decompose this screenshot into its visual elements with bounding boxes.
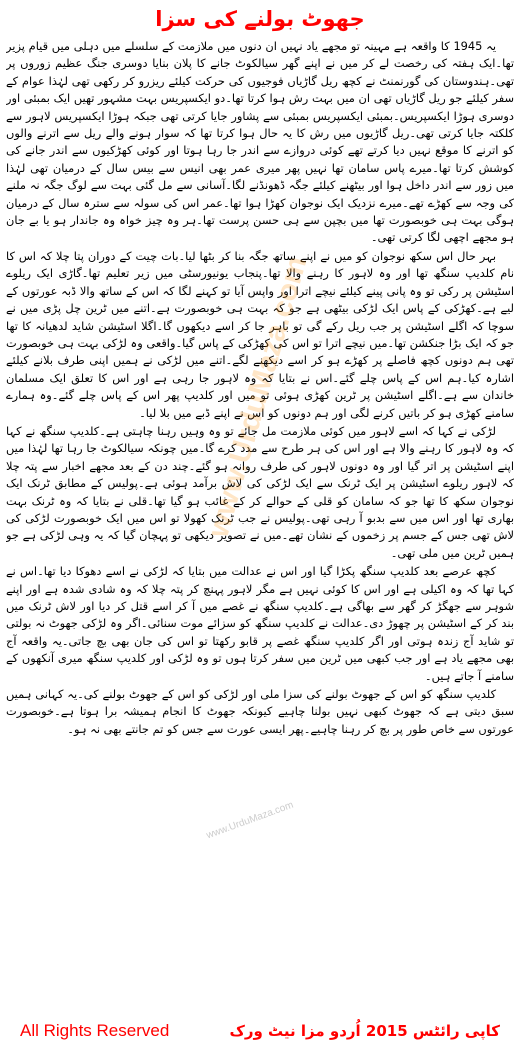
copyright-text: کاپی رائٹس 2015 اُردو مزا نیٹ ورک	[229, 1022, 500, 1040]
article-title: جھوٹ بولنے کی سزا	[155, 7, 365, 31]
article-paragraph: لڑکی نے کہا کہ اسے لاہور میں کوئی ملازمت مل جائے تو وہ وہیں رہنا چاہتی ہے۔کلدیپ سنگھ نے کہا کہ وہ لاہور کا رہنے والا ہے اور اس کی ہر طرح سے مدد کرے گا۔میں چونکہ سیالکوٹ جا رہا تھا لہٰذا میں اپنے اسٹیشن پر اتر گیا اور وہ دونوں لاہور کی طرف روانہ ہو گئے۔چند دن کے بعد مجھے اخبار سے پتہ چلا کہ لاہور ریلوے اسٹیشن پر ایک ٹرنک سے ایک لڑکی کی لاش برآمد ہوئی ہے۔پولیس کے مطابق ٹرنک ایک نوجوان سکھ کا تھا جو کہ سامان کو قلی کے حوالے کر کے غائب ہو گیا تھا۔قلی نے بتایا کہ وہ ٹرنک بہت بھاری تھا اور اس میں سے بدبو آ رہی تھی۔پولیس نے جب ٹرنک کھولا تو اس میں ایک خوبصورت لڑکی کی لاش تھی جس کے جسم پر زخموں کے نشان تھے۔میں نے تصویر دیکھی تو پہچان گیا کہ یہ وہی لڑکی ہے جو ہمیں ٹرین میں ملی تھی۔	[6, 423, 514, 560]
article-body	[6, 38, 514, 1006]
site-watermark-small: www.UrduMaza.com	[205, 799, 295, 842]
article-paragraph: کلدیپ سنگھ کو اس کے جھوٹ بولنے کی سزا ملی اور لڑکی کو اس کے جھوٹ بولنے کی۔یہ کہانی ہمیں سبق دیتی ہے کہ جھوٹ کبھی نہیں بولنا چاہیے کیونکہ جھوٹ کا انجام ہمیشہ برا ہوتا ہے۔خوبصورت عورتوں سے خاص طور پر بچ کر رہنا چاہیے۔پھر ایسی عورت سے جس کو تم جانتے بھی نہ ہو۔	[6, 687, 514, 736]
site-watermark: www.UrduMaza.com	[201, 252, 314, 542]
article-paragraph: کچھ عرصے بعد کلدیپ سنگھ پکڑا گیا اور اس نے عدالت میں بتایا کہ لڑکی نے اسے دھوکا دیا تھا۔اس نے کہا تھا کہ وہ اکیلی ہے اور اس کا کوئی نہیں ہے مگر لاہور پہنچ کر پتہ چلا کہ وہ شادی شدہ ہے اور اپنے شوہر سے جھگڑ کر گھر سے بھاگی ہے۔کلدیپ سنگھ نے غصے میں آ کر اسے قتل کر دیا اور لاش ٹرنک میں بند کر کے اسٹیشن پر چھوڑ دی۔عدالت نے کلدیپ سنگھ کو سزائے موت سنائی۔اگر وہ لڑکی جھوٹ نہ بولتی تو شاید آج زندہ ہوتی اور اگر کلدیپ سنگھ غصے پر قابو رکھتا تو اس کی جان بھی بچ جاتی۔یہ واقعہ آج بھی مجھے یاد ہے اور جب کبھی میں ٹرین میں سفر کرتا ہوں تو وہ لڑکی اور کلدیپ سنگھ میری آنکھوں کے سامنے آ جاتے ہیں۔	[6, 564, 514, 683]
copyright-footer	[0, 1018, 520, 1044]
article-paragraph: بہر حال اس سکھ نوجوان کو میں نے اپنے ساتھ جگہ بنا کر بٹھا لیا۔بات چیت کے دوران پتا چلا کہ اس کا نام کلدیپ سنگھ تھا اور وہ لاہور کا رہنے والا تھا۔پنجاب یونیورسٹی میں زیر تعلیم تھا۔گاڑی ایک ریلوے اسٹیشن پر رکی تو وہ پانی پینے کیلئے نیچے اترا اور واپس آیا تو کہنے لگا کہ اس کے ساتھ والا ڈبہ عورتوں کے لیے ہے۔کھڑکی کے پاس ایک لڑکی بیٹھی ہے جو کہ بہت ہی خوبصورت ہے۔اتنے میں ٹرین چل پڑی میں نے سوچا کہ اگلے اسٹیشن پر جب ریل رکے گی تو باہر جا کر اسے دیکھوں گا۔اگلا اسٹیشن شاید لدھیانہ کا تھا جو کہ ایک بڑا جنکشن تھا۔میں نیچے اترا تو اس کی کھڑکی کے پاس گیا۔واقعی وہ لڑکی بہت ہی خوبصورت تھی ہم دونوں کچھ فاصلے پر کھڑے ہو کر اسے دیکھنے لگے۔اتنے میں لڑکی نے ہمیں اپنی طرف بلانے کیلئے اشارہ کیا۔ہم اس کے پاس چلے گئے۔اس نے بتایا کہ وہ لاہور جا رہی ہے اور اس کا تعلق ایک مسلمان خاندان سے ہے۔اگلے اسٹیشن پر ٹرین کھڑی ہوئی تو میں اور کلدیپ پھر اس کے پاس چلے گئے۔وہ ہمارے سامنے کھڑی ہو کر باتیں کرنے لگی اور ہم دونوں کو اس نے اپنے ڈبے میں بلا لیا۔	[6, 248, 514, 420]
rights-reserved-text: All Rights Reserved	[20, 1021, 170, 1040]
article-paragraph: یہ 1945 کا واقعہ ہے مہینہ تو مجھے یاد نہیں ان دنوں میں ملازمت کے سلسلے میں دہلی میں قیام پزیر تھا۔ایک ہفتہ کی رخصت لے کر میں نے اپنے گھر سیالکوٹ جانے کا پلان بنایا دوسری جنگ عظیم زوروں پر تھی۔ہندوستان کی گورنمنٹ نے کچھ ریل گاڑیاں فوجیوں کی حرکت کیلئے ریزرو کر رکھی تھی لہٰذا عوام کے سفر کیلئے جو ریل گاڑیاں تھی ان میں بہت رش ہوا کرتا تھا۔دو ایکسپریس بہت مشہور تھیں ایک بمبئی اور دوسری ہوڑا ایکسپریس۔بمبئی ایکسپریس بمبئی سے پشاور جایا کرتی تھی جبکہ ہوڑا ایکسپریس لاہور سے کلکتہ جایا کرتی تھی۔ریل گاڑیوں میں رش کا یہ حال ہوا کرتا تھا کہ سوار ہونے والے ریل سے اترنے والوں کو اترنے کا موقع نہیں دیا کرتے تھے کوئی دروازے سے اندر جا رہا ہوتا اور کوئی کھڑکیوں سے اندر جانے کی کوشش کرتا تھا۔میرے پاس سامان تھا نہیں پھر میری عمر بھی انیس سے بیس سال کے درمیان تھی لہٰذا میں زور سے اندر داخل ہوا اور بیٹھنے کیلئے جگہ ڈھونڈنے لگا۔آسانی سے مل گئی بہت سے لوگ جگہ نہ ملنے کی وجہ سے کھڑے تھے۔میرے نزدیک ایک نوجوان کھڑا ہوا تھا۔عمر اس کی سولہ سے سترہ سال کے درمیان ہوگی بہت ہی خوبصورت تھا میں بچپن سے ہی حسن پرست تھا۔ہر وہ چیز خواہ وہ جاندار ہو یا بے جان ہو مجھے اچھی لگا کرتی تھی۔	[6, 39, 514, 245]
